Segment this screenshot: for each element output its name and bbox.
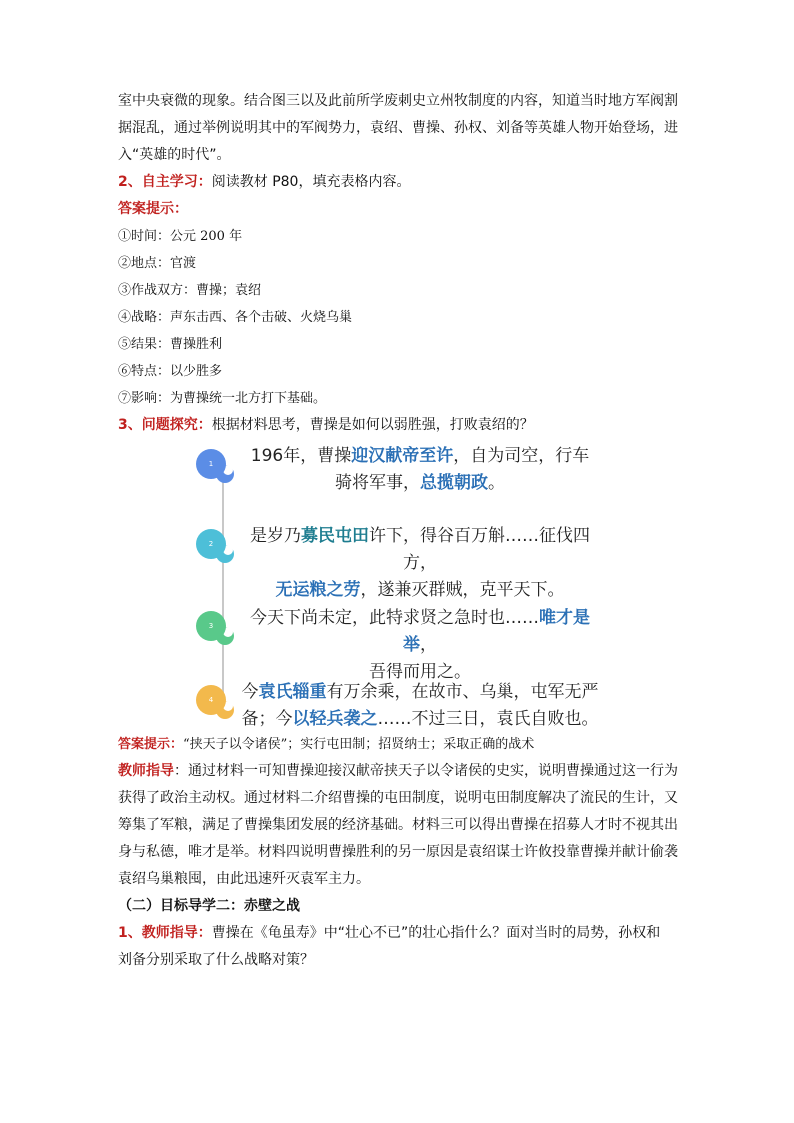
material-timeline xyxy=(118,441,678,731)
question-1-label: 1、教师指导： xyxy=(118,925,212,941)
question-1-line-1: 1、教师指导：曹操在《龟虽寿》中“壮心不已”的壮心指什么？面对当时的局势，孙权和 xyxy=(118,925,661,941)
material-quote: 今袁氏辎重有万余乘，在故市、乌巢，屯军无严 备；今以轻兵袭之……不过三日，袁氏自败也。 xyxy=(241,682,599,729)
section-2-label: 2、自主学习： xyxy=(118,174,212,190)
answer-line: ⑤结果：曹操胜利 xyxy=(118,337,223,352)
teacher-guide-line-5: 袁绍乌巢粮囤，由此迅速歼灭袁军主力。 xyxy=(118,871,370,887)
question-1-line-2: 刘备分别采取了什么战略对策？ xyxy=(118,952,314,968)
teacher-guide-line-3: 筹集了军粮，满足了曹操集团发展的经济基础。材料三可以得出曹操在招募人才时不视其出 xyxy=(118,817,678,833)
teacher-guide-line-2: 获得了政治主动权。通过材料二介绍曹操的屯田制度，说明屯田制度解决了流民的生计，又 xyxy=(118,790,678,806)
number-badge: 4 xyxy=(196,685,226,715)
material-quote: 196年，曹操迎汉献帝至许，自为司空，行车 骑将军事，总揽朝政。 xyxy=(250,446,590,493)
goal-2-heading: （二）目标导学二：赤壁之战 xyxy=(118,898,300,914)
intro-line-3: 入“英雄的时代”。 xyxy=(118,147,231,163)
section-2-text: 阅读教材 P80，填充表格内容。 xyxy=(211,174,411,190)
material-quote: 是岁乃募民屯田许下，得谷百万斛……征伐四方， 无运粮之劳，遂兼灭群贼，克平天下。 xyxy=(250,526,590,600)
material-quote: 今天下尚未定，此特求贤之急时也……唯才是举， 吾得而用之。 xyxy=(250,608,590,682)
answer-line: ③作战双方：曹操；袁绍 xyxy=(118,283,262,298)
answer-line: ④战略：声东击西、各个击破、火烧乌巢 xyxy=(118,310,353,325)
number-badge: 1 xyxy=(196,449,226,479)
section-2-heading xyxy=(118,169,678,196)
timeline-item-2 xyxy=(196,525,676,600)
answer-hint-3: 答案提示：“挟天子以令诸侯”；实行屯田制；招贤纳士；采取正确的战术 xyxy=(118,737,535,752)
timeline-item-4 xyxy=(196,681,676,741)
answer-line: ⑥特点：以少胜多 xyxy=(118,364,223,379)
intro-line-2: 据混乱，通过举例说明其中的军阀势力，袁绍、曹操、孙权、刘备等英雄人物开始登场，进 xyxy=(118,120,678,136)
teacher-guide-line-1: 教师指导：通过材料一可知曹操迎接汉献帝挟天子以令诸侯的史实，说明曹操通过这一行为 xyxy=(118,763,678,779)
teacher-guide-line-4: 身与私德，唯才是举。材料四说明曹操胜利的另一原因是袁绍谋士许攸投靠曹操并献计偷袭 xyxy=(118,844,678,860)
answer-line: ①时间：公元 200 年 xyxy=(118,229,243,244)
timeline-item-3 xyxy=(196,607,676,682)
section-3-text: 根据材料思考，曹操是如何以弱胜强，打败袁绍的？ xyxy=(211,417,534,433)
answer-line: ②地点：官渡 xyxy=(118,256,197,271)
teacher-guide-label: 教师指导 xyxy=(118,763,174,779)
answer-line: ⑦影响：为曹操统一北方打下基础。 xyxy=(118,391,327,406)
intro-line-1: 室中央衰微的现象。结合图三以及此前所学废刺史立州牧制度的内容，知道当时地方军阀割 xyxy=(118,93,678,109)
answer-hint-label: 答案提示： xyxy=(118,737,184,752)
answer-hint-label: 答案提示： xyxy=(118,201,188,217)
number-badge: 3 xyxy=(196,611,226,641)
section-3-heading xyxy=(118,412,678,439)
timeline-item-1 xyxy=(196,445,676,505)
document-page xyxy=(118,88,678,974)
number-badge: 2 xyxy=(196,529,226,559)
section-3-label: 3、问题探究： xyxy=(118,417,212,433)
